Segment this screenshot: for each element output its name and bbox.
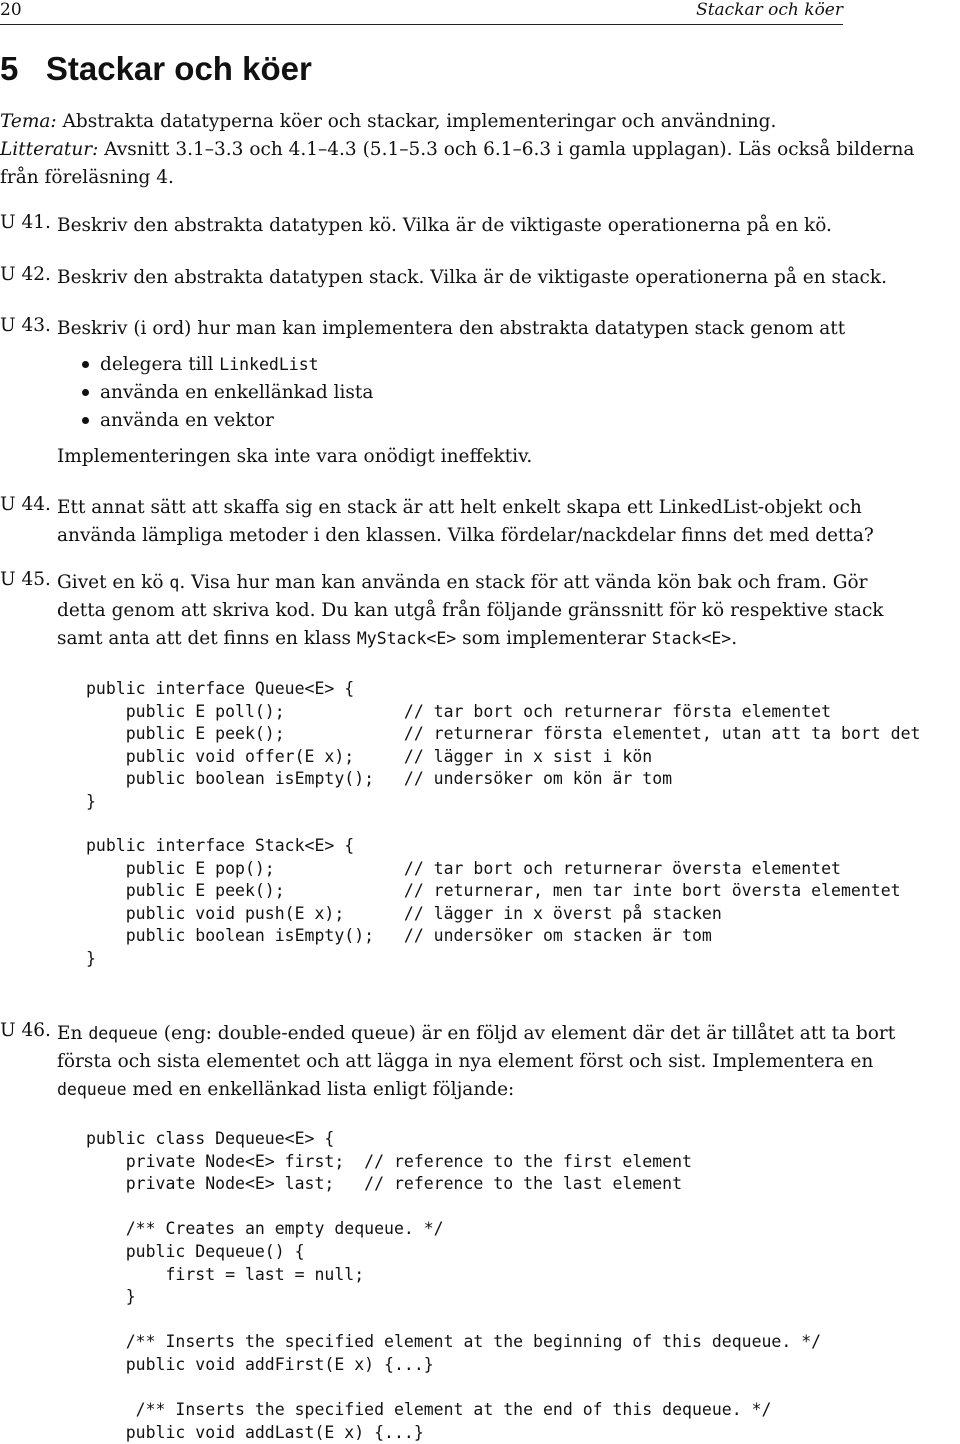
exercise-text-u46-line1 [57, 1020, 895, 1048]
text-run: . Visa hur man kan använda en stack för att vända kön bak och fram. Gör [179, 572, 868, 593]
text-run: . [731, 628, 738, 649]
chapter-number: 5 [0, 50, 19, 87]
exercise-number-u41: U 41. [0, 212, 51, 233]
exercise-number-u42: U 42. [0, 264, 51, 285]
inline-code: Stack<E> [651, 629, 732, 648]
code-block-stack: public interface Stack<E> { public E pop(); // tar bort och returnerar översta elementet public E peek(); // returnerar, men tar inte bort översta elementet public void push(E x); // lägger in x överst på stacken public boolean isEmpty(); // undersöker om stacken är tom } [86, 836, 901, 968]
tema-text: Abstrakta datatyperna köer och stackar, implementeringar och användning. [56, 111, 777, 132]
text-run: Givet en kö [57, 572, 170, 593]
chapter-heading [0, 50, 312, 88]
inline-code: q [169, 573, 180, 592]
text-run: En [57, 1023, 89, 1044]
page-number: 20 [0, 0, 22, 20]
text-run: med en enkellänkad lista enligt följande: [126, 1079, 515, 1100]
exercise-number-u46: U 46. [0, 1020, 51, 1041]
code-block-dequeue: public class Dequeue<E> { private Node<E> first; // reference to the first element private Node<E> last; // reference to the last element /** Creates an empty dequeue. */ public Dequeue() { first = last = null; } /** Inserts the specified element at the beginning of this dequeue. */ public void addFirst(E x) {...} /** Inserts the specified element at the end of this dequeue. */ public void addLast(E x) {...} [86, 1129, 822, 1442]
exercise-text-u42: Beskriv den abstrakta datatypen stack. Vilka är de viktigaste operationerna på en stack. [57, 267, 887, 288]
tema-label: Tema: [0, 111, 57, 132]
bullet-item-1 [100, 351, 319, 379]
header-rule [0, 24, 843, 25]
litteratur-label: Litteratur: [0, 139, 99, 160]
inline-code: dequeue [88, 1024, 158, 1043]
litteratur-text: Avsnitt 3.1–3.3 och 4.1–4.3 (5.1–5.3 och 6.1–6.3 i gamla upplagan). Läs också bilderna [98, 139, 915, 160]
exercise-number-u45: U 45. [0, 569, 51, 590]
bullet-text: delegera till [100, 354, 220, 375]
tema-line [0, 108, 776, 136]
litteratur-line-2: från föreläsning 4. [0, 167, 174, 188]
exercise-text-u44-line1: Ett annat sätt att skaffa sig en stack är att helt enkelt skapa ett LinkedList-objekt och [57, 497, 862, 518]
exercise-text-u46-line2: första och sista elementet och att lägga in nya element först och sist. Implementera en [57, 1051, 874, 1072]
running-title: Stackar och köer [696, 0, 843, 20]
inline-code: MyStack<E> [356, 629, 457, 648]
exercise-text-u41: Beskriv den abstrakta datatypen kö. Vilka är de viktigaste operationerna på en kö. [57, 215, 832, 236]
chapter-title: Stackar och köer [45, 50, 312, 87]
exercise-number-u43: U 43. [0, 315, 51, 336]
inline-code: dequeue [57, 1080, 127, 1099]
text-run: (eng: double-ended queue) är en följd av element där det är tillåtet att ta bort [157, 1023, 896, 1044]
bullet-dot [82, 389, 89, 396]
exercise-text-u45-line1 [57, 569, 867, 597]
exercise-text-u44-line2: använda lämpliga metoder i den klassen. Vilka fördelar/nackdelar finns det med detta? [57, 525, 874, 546]
bullet-dot [82, 417, 89, 424]
bullet-item-3: använda en vektor [100, 410, 274, 431]
bullet-dot [82, 361, 89, 368]
litteratur-line [0, 136, 914, 164]
text-run: som implementerar [456, 628, 652, 649]
exercise-text-u45-line3 [57, 625, 737, 653]
exercise-text-u46-line3 [57, 1076, 514, 1104]
text-run: samt anta att det finns en klass [57, 628, 357, 649]
exercise-number-u44: U 44. [0, 494, 51, 515]
bullet-item-2: använda en enkellänkad lista [100, 382, 374, 403]
bullet-code: LinkedList [219, 355, 319, 374]
code-block-queue: public interface Queue<E> { public E poll(); // tar bort och returnerar första elementet public E peek(); // returnerar första elementet, utan att ta bort det public void offer(E x); // lägger in x sist i kön public boolean isEmpty(); // undersöker om kön är tom } [86, 679, 921, 811]
exercise-text-u43: Beskriv (i ord) hur man kan implementera den abstrakta datatypen stack genom att [57, 318, 846, 339]
exercise-footer-u43: Implementeringen ska inte vara onödigt ineffektiv. [57, 446, 533, 467]
exercise-text-u45-line2: detta genom att skriva kod. Du kan utgå från följande gränssnitt för kö respektive stack [57, 600, 884, 621]
